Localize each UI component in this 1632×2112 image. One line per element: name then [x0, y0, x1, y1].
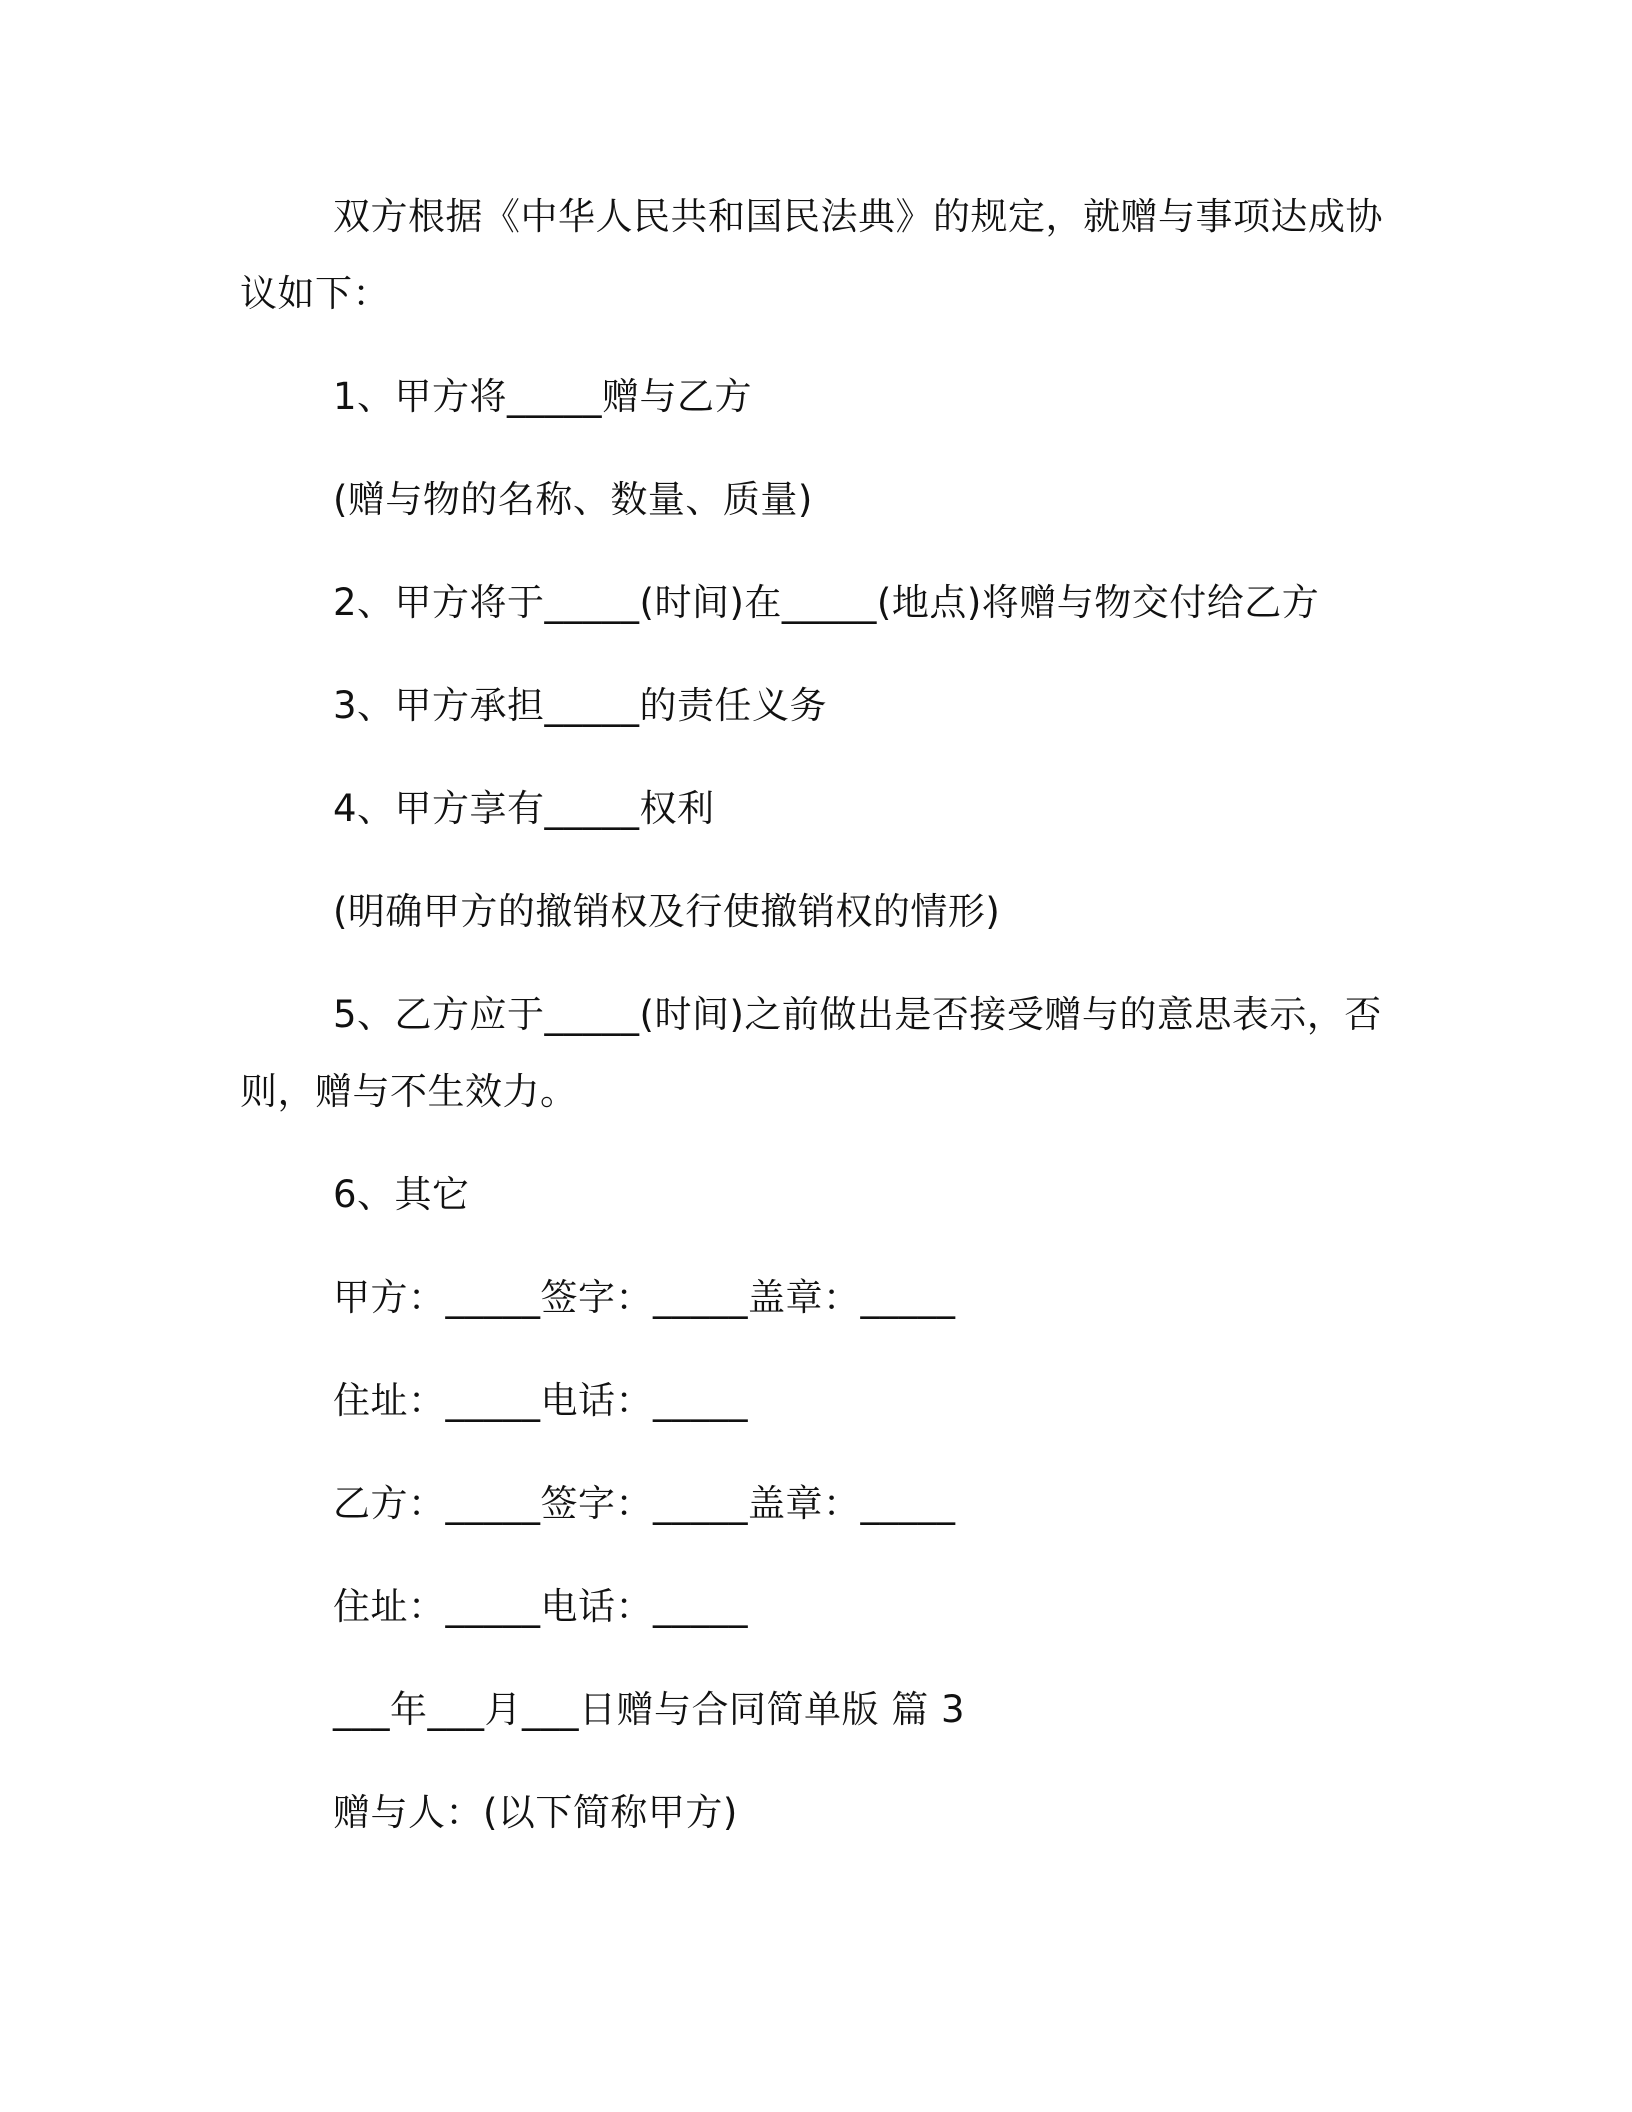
- paragraph-intro-line-1: 双方根据《中华人民共和国民法典》的规定，就赠与事项达成协: [333, 195, 1383, 238]
- donor-line: 赠与人：(以下简称甲方): [333, 1791, 738, 1834]
- clause-1: 1、甲方将_____赠与乙方: [333, 375, 753, 418]
- clause-4-note: (明确甲方的撤销权及行使撤销权的情形): [333, 890, 1001, 933]
- party-b-address-line: 住址：_____电话：_____: [333, 1585, 748, 1628]
- clause-1-note: (赠与物的名称、数量、质量): [333, 478, 813, 521]
- clause-5-line-1: 5、乙方应于_____(时间)之前做出是否接受赠与的意思表示，否: [333, 993, 1382, 1036]
- clause-2: 2、甲方将于_____(时间)在_____(地点)将赠与物交付给乙方: [333, 581, 1320, 624]
- clause-4: 4、甲方享有_____权利: [333, 787, 715, 830]
- clause-6: 6、其它: [333, 1173, 470, 1216]
- party-a-address-line: 住址：_____电话：_____: [333, 1379, 748, 1422]
- paragraph-intro-line-2: 议如下：: [240, 272, 390, 315]
- date-and-section-title: ___年___月___日赠与合同简单版 篇 3: [333, 1688, 966, 1731]
- clause-5-line-2: 则，赠与不生效力。: [240, 1070, 578, 1113]
- party-a-signature-line: 甲方：_____签字：_____盖章：_____: [333, 1276, 956, 1319]
- clause-3: 3、甲方承担_____的责任义务: [333, 684, 828, 727]
- party-b-signature-line: 乙方：_____签字：_____盖章：_____: [333, 1482, 956, 1525]
